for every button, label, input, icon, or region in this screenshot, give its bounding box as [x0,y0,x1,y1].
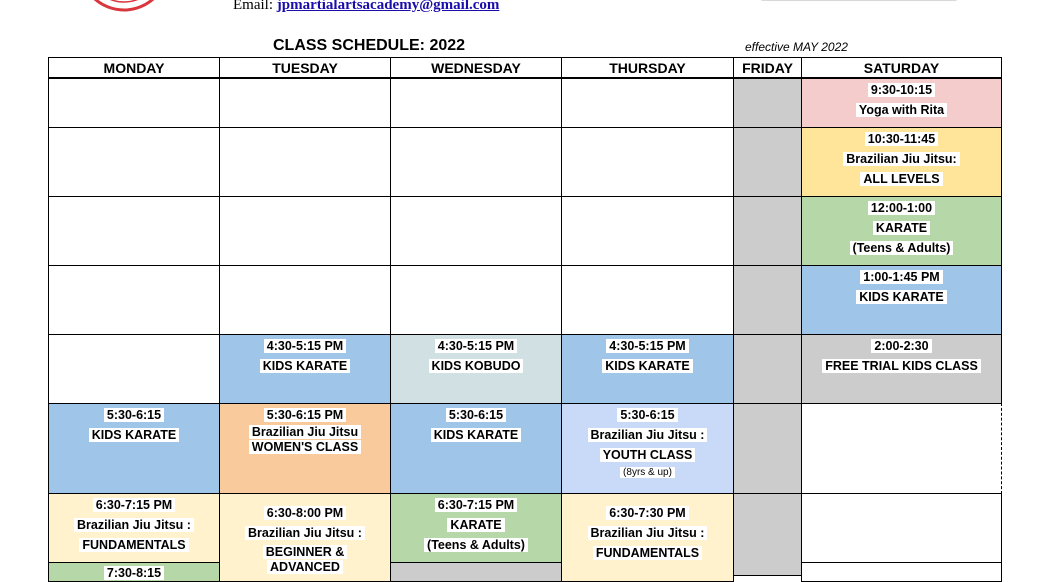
class-tue-beginner-advanced [219,493,391,582]
class-level: ALL LEVELS [860,172,942,186]
class-sat-bjj [801,127,1002,197]
class-sat-yoga [801,78,1002,128]
class-time: 6:30-7:15 PM [435,498,517,512]
friday-closed-cell [733,265,802,335]
header-saturday: SATURDAY [801,57,1002,78]
class-name: Brazilian Jiu Jitsu : [245,526,365,540]
empty-cell [219,265,391,335]
class-name: KIDS KARATE [431,428,522,442]
class-time: 5:30-6:15 PM [264,408,346,422]
class-thu-youth-bjj [561,403,734,494]
empty-cell [390,196,562,266]
class-name: KIDS KARATE [260,359,351,373]
class-time: 10:30-11:45 [865,132,938,146]
empty-cell [801,562,1002,582]
empty-cell [801,493,1002,563]
class-name: Brazilian Jiu Jitsu : [588,428,708,442]
class-time: 4:30-5:15 PM [606,339,688,353]
class-sat-karate [801,196,1002,266]
class-time: 9:30-10:15 [868,83,935,97]
class-wed-karate [390,493,562,563]
class-time: 6:30-8:00 PM [264,506,346,520]
friday-closed-cell [733,334,802,404]
class-name: KARATE [873,221,930,235]
class-mon-next [48,562,220,582]
class-time: 5:30-6:15 [104,408,164,422]
friday-closed-cell [733,78,802,128]
empty-cell [48,78,220,128]
friday-closed-cell [733,196,802,266]
class-name: Yoga with Rita [856,103,947,117]
class-sat-kids-karate [801,265,1002,335]
empty-cell [390,127,562,197]
class-level-2: ADVANCED [267,560,343,574]
header-wednesday: WEDNESDAY [390,57,562,78]
friday-closed-cell [733,127,802,197]
header-thursday: THURSDAY [561,57,734,78]
friday-closed-cell [733,403,802,494]
effective-date: effective MAY 2022 [745,40,848,54]
empty-cell [219,78,391,128]
email-link[interactable]: jpmartialartsacademy@gmail.com [276,0,500,13]
class-time: 5:30-6:15 [617,408,677,422]
class-sat-free-trial [801,334,1002,404]
class-mon-fundamentals [48,493,220,563]
empty-cell [801,403,1002,494]
class-age-note: (8yrs & up) [620,467,675,478]
class-time: 4:30-5:15 PM [435,339,517,353]
class-time: 2:00-2:30 [871,339,931,353]
header-box [760,0,958,1]
class-tue-kids-karate [219,334,391,404]
class-tue-womens-bjj [219,403,391,494]
empty-cell [219,196,391,266]
class-time: 1:00-1:45 PM [860,270,942,284]
class-name: KARATE [447,518,504,532]
class-name: FREE TRIAL KIDS CLASS [822,359,981,373]
empty-cell [48,334,220,404]
class-level: BEGINNER & [263,545,347,559]
empty-cell [390,78,562,128]
class-time: 7:30-8:15 [104,566,164,580]
empty-cell [390,265,562,335]
class-name: Brazilian Jiu Jitsu : [74,518,194,532]
empty-cell [48,127,220,197]
class-name: Brazilian Jiu Jitsu : [588,526,708,540]
class-name: Brazilian Jiu Jitsu [249,425,361,439]
friday-closed-cell [733,493,802,576]
academy-logo [78,0,170,22]
class-time: 5:30-6:15 [446,408,506,422]
class-thu-kids-karate [561,334,734,404]
class-time: 4:30-5:15 PM [264,339,346,353]
empty-cell [561,78,734,128]
empty-cell [390,562,562,582]
class-name: KIDS KARATE [89,428,180,442]
empty-cell [219,127,391,197]
class-level: YOUTH CLASS [600,448,696,462]
class-name: KIDS KOBUDO [429,359,524,373]
header-friday: FRIDAY [733,57,802,78]
empty-cell [561,265,734,335]
class-time: 12:00-1:00 [868,201,935,215]
class-wed-kids-karate [390,403,562,494]
empty-cell [561,196,734,266]
empty-cell [48,196,220,266]
empty-cell [48,265,220,335]
empty-cell [561,127,734,197]
class-level: FUNDAMENTALS [593,546,702,560]
class-time: 6:30-7:30 PM [606,506,688,520]
class-thu-fundamentals [561,493,734,582]
email-label: Email: [233,0,273,13]
class-time: 6:30-7:15 PM [93,498,175,512]
class-mon-kids-karate [48,403,220,494]
header-tuesday: TUESDAY [219,57,391,78]
class-audience: (Teens & Adults) [424,538,528,552]
email-line [233,0,499,14]
class-level: FUNDAMENTALS [79,538,188,552]
class-name: Brazilian Jiu Jitsu: [843,152,959,166]
schedule-title: CLASS SCHEDULE: 2022 [273,37,466,54]
class-level: WOMEN'S CLASS [249,440,361,454]
class-audience: (Teens & Adults) [850,241,954,255]
class-wed-kids-kobudo [390,334,562,404]
header-monday: MONDAY [48,57,220,78]
class-name: KIDS KARATE [856,290,947,304]
class-name: KIDS KARATE [602,359,693,373]
